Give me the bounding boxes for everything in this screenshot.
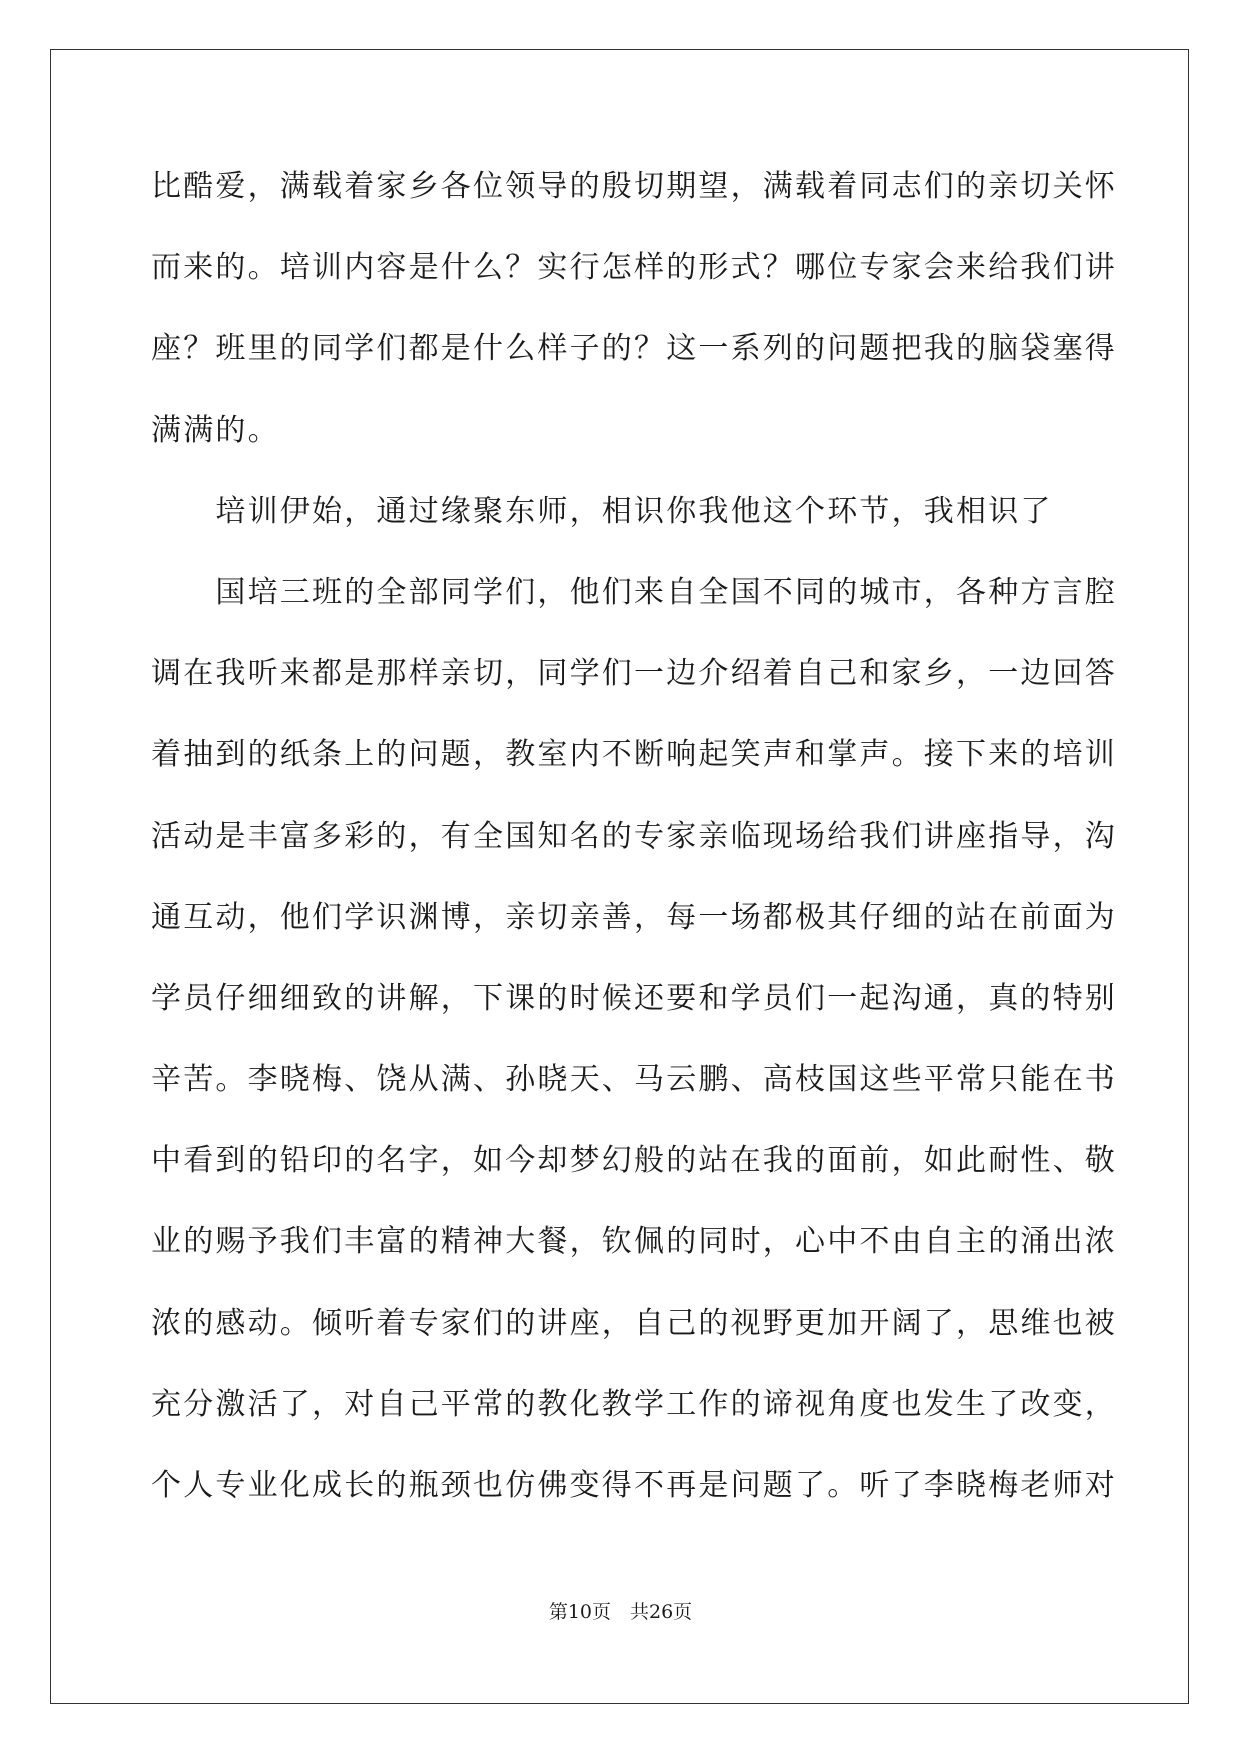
text-line: 充分激活了，对自己平常的教化教学工作的谛视角度也发生了改变， <box>151 1386 1117 1422</box>
text-line: 浓的感动。倾听着专家们的讲座，自己的视野更加开阔了，思维也被 <box>151 1305 1117 1341</box>
text-line: 个人专业化成长的瓶颈也仿佛变得不再是问题了。听了李晓梅老师对 <box>151 1468 1117 1503</box>
text-line: 活动是丰富多彩的，有全国知名的专家亲临现场给我们讲座指导，沟 <box>151 818 1117 854</box>
text-line: 学员仔细细致的讲解，下课的时候还要和学员们一起沟通，真的特别 <box>151 980 1117 1016</box>
text-line: 着抽到的纸条上的问题，教室内不断响起笑声和掌声。接下来的培训 <box>151 737 1117 773</box>
text-line: 中看到的铅印的名字，如今却梦幻般的站在我的面前，如此耐性、敬 <box>151 1143 1117 1179</box>
text-line: 座？班里的同学们都是什么样子的？这一系列的问题把我的脑袋塞得 <box>151 331 1117 367</box>
text-line: 通互动，他们学识渊博，亲切亲善，每一场都极其仔细的站在前面为 <box>151 899 1117 935</box>
text-line: 调在我听来都是那样亲切，同学们一边介绍着自己和家乡，一边回答 <box>151 656 1117 692</box>
text-line: 国培三班的全部同学们，他们来自全国不同的城市，各种方言腔 <box>151 574 1117 610</box>
text-line: 培训伊始，通过缘聚东师，相识你我他这个环节，我相识了 <box>151 493 1053 529</box>
text-line: 而来的。培训内容是什么？实行怎样的形式？哪位专家会来给我们讲 <box>151 250 1117 286</box>
document-body <box>151 162 1117 1542</box>
text-line: 满满的。 <box>151 412 280 448</box>
text-line: 辛苦。李晓梅、饶从满、孙晓天、马云鹏、高枝国这些平常只能在书 <box>151 1062 1117 1098</box>
page-number-footer: 第10页 共26页 <box>548 1601 693 1623</box>
text-line: 比酷爱，满载着家乡各位领导的殷切期望，满载着同志们的亲切关怀 <box>151 169 1117 204</box>
text-line: 业的赐予我们丰富的精神大餐，钦佩的同时，心中不由自主的涌出浓 <box>151 1224 1117 1260</box>
